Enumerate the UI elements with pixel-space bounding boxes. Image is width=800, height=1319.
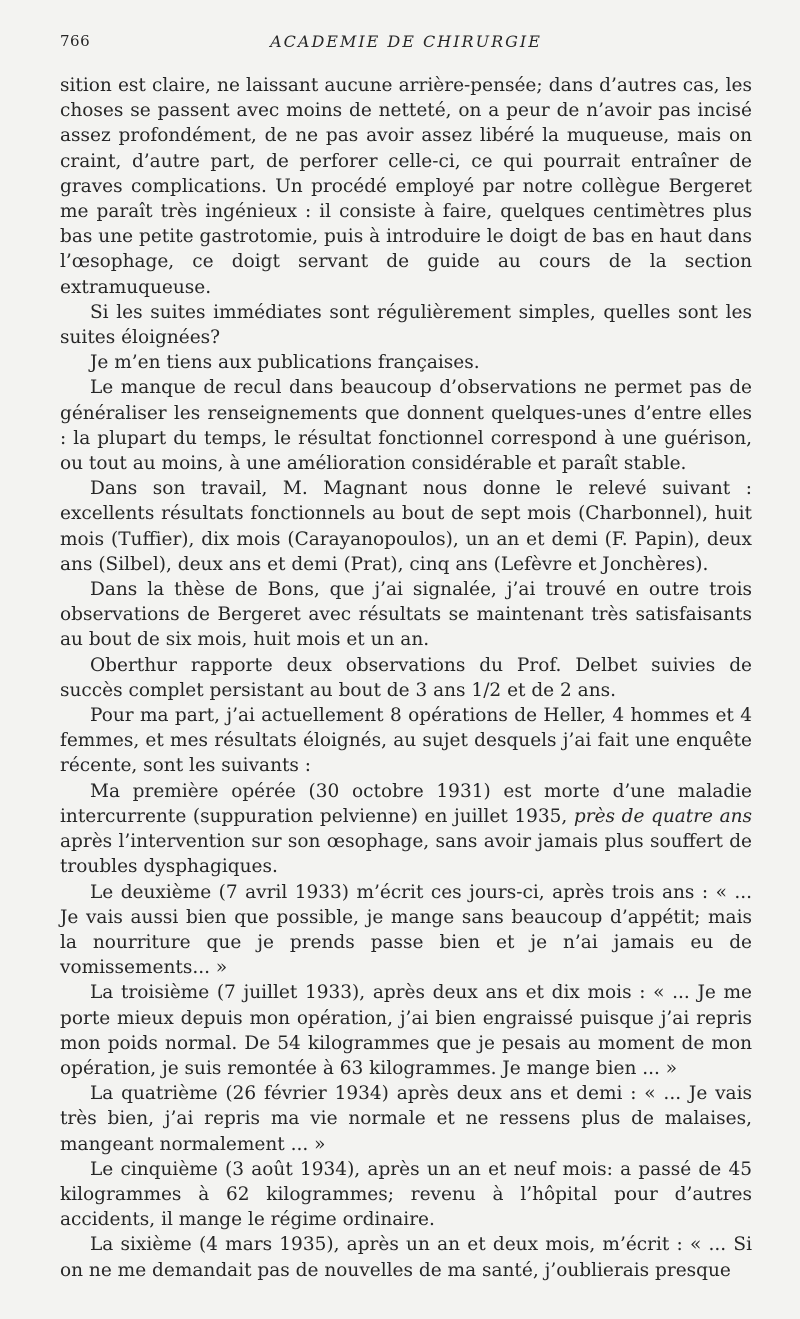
paragraph: Dans la thèse de Bons, que j’ai signalée, j’ai trouvé en outre trois observations de Bergeret avec résultats se maintenant très satisfaisants au bout de six mois, huit mois et un an. (60, 579, 752, 651)
paragraph: Le deuxième (7 avril 1933) m’écrit ces jours-ci, après trois ans : « ... Je vais aussi bien que possible, je mange sans beaucoup d’appétit; mais la nourriture que je prends passe bien et je n’ai jamais eu de vomissements... » (60, 881, 752, 979)
paragraph-segment: Ma première opérée (30 octobre 1931) est morte d’une maladie intercurrente (suppuration pelvienne) en juillet 1935, (60, 780, 752, 827)
paragraph-first-patient (60, 779, 752, 880)
paragraph: La troisième (7 juillet 1933), après deux ans et dix mois : « ... Je me porte mieux depuis mon opération, j’ai bien engraissé puisque j’ai repris mon poids normal. De 54 kilogrammes que je pesais au moment de mon opération, je suis remontée à 63 kilogrammes. Je mange bien ... » (60, 982, 752, 1079)
paragraph: Si les suites immédiates sont régulièrement simples, quelles sont les suites éloignées? (60, 301, 752, 349)
page-number: 766 (60, 32, 91, 50)
paragraph: La quatrième (26 février 1934) après deux ans et demi : « ... Je vais très bien, j’ai repris ma vie normale et ne ressens plus de malaises, mangeant normalement ... » (60, 1083, 752, 1155)
paragraph-segment: après l’intervention sur son œsophage, sans avoir jamais plus souffert de troubles dysphagiques. (60, 831, 752, 878)
body-text (60, 73, 752, 1283)
paragraph: Je m’en tiens aux publications françaises. (90, 352, 480, 374)
running-title: ACADEMIE DE CHIRURGIE (270, 32, 542, 51)
paragraph: Oberthur rapporte deux observations du Prof. Delbet suivies de succès complet persistant au bout de 3 ans 1/2 et de 2 ans. (60, 654, 752, 701)
paragraph-continuation: sition est claire, ne laissant aucune arrière-pensée; dans d’autres cas, les choses se passent avec moins de netteté, on a peur de n’avoir pas incisé assez profondément, de ne pas avoir assez libéré la muqueuse, mais on craint, d’autre part, de perforer celle-ci, ce qui pourrait entraîner de graves complications. Un procédé employé par notre collègue Bergeret me paraît très ingénieux : il consiste à faire, quelques centimètres plus bas une petite gastrotomie, puis à introduire le doigt de bas en haut dans l’œsophage, ce doigt servant de guide au cours de la section extramuqueuse. (60, 75, 752, 298)
page-header (60, 32, 752, 56)
emphasis-text: près de quatre ans (573, 805, 753, 827)
paragraph: Le manque de recul dans beaucoup d’observations ne permet pas de généraliser les renseignements que donnent quelques-unes d’entre elles : la plupart du temps, le résultat fonctionnel correspond à une guérison, ou tout au moins, à une amélioration considérable et paraît stable. (60, 377, 752, 475)
paragraph: La sixième (4 mars 1935), après un an et deux mois, m’écrit : « ... Si on ne me demandait pas de nouvelles de ma santé, j’oublierais presque (60, 1234, 752, 1281)
paragraph: Pour ma part, j’ai actuellement 8 opérations de Heller, 4 hommes et 4 femmes, et mes résultats éloignés, au sujet desquels j’ai fait une enquête récente, sont les suivants : (60, 705, 752, 777)
paragraph: Dans son travail, M. Magnant nous donne le relevé suivant : excellents résultats fonctionnels au bout de sept mois (Charbonnel), huit mois (Tuffier), dix mois (Carayanopoulos), un an et demi (F. Papin), deux ans (Silbel), deux ans et demi (Prat), cinq ans (Lefèvre et Jonchères). (60, 478, 752, 575)
paragraph: Le cinquième (3 août 1934), après un an et neuf mois: a passé de 45 kilogrammes à 62 kilogrammes; revenu à l’hôpital pour d’autres accidents, il mange le régime ordinaire. (60, 1158, 752, 1231)
